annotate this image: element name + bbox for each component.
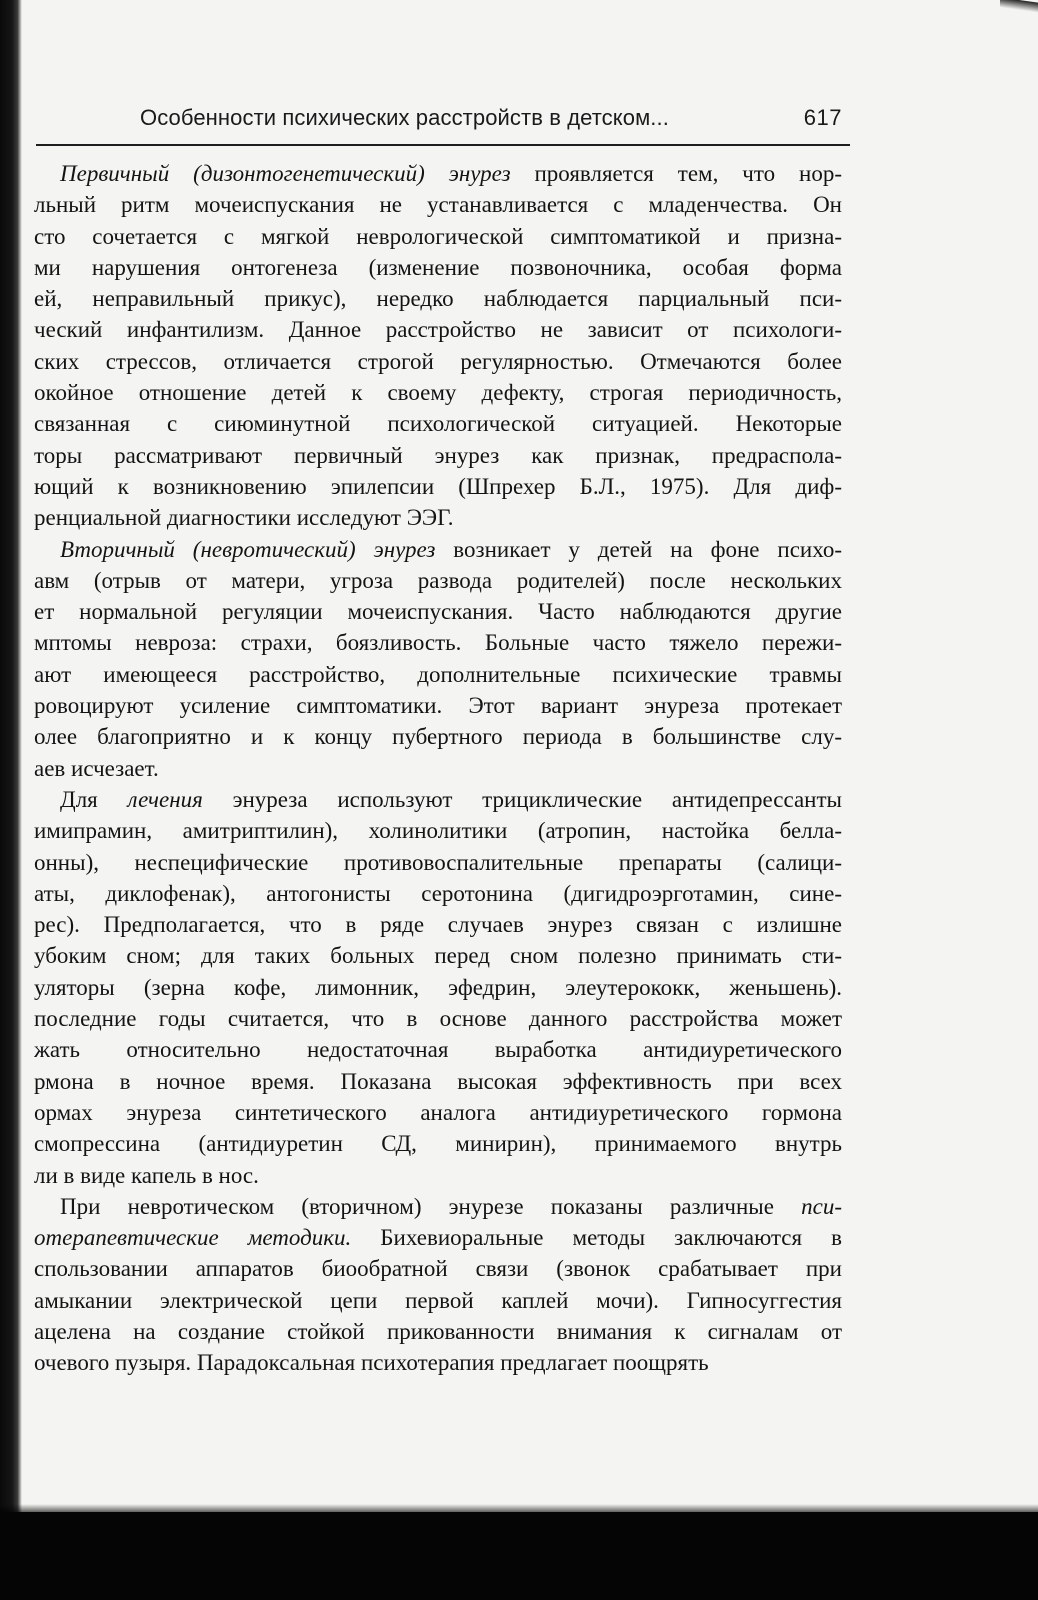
text-line [34, 377, 842, 408]
text-run: мптомы невроза: страхи, боязливость. Больные часто тяжело пережи- [34, 630, 842, 656]
scan-bottom-shadow [0, 1504, 1038, 1512]
italic-term: лечения [127, 786, 203, 812]
text-run: ацелена на создание стойкой прикованности внимания к сигналам от [34, 1318, 842, 1344]
text-line [34, 346, 842, 377]
text-line [34, 878, 842, 909]
scanned-spine-shadow [0, 0, 22, 1600]
text-line [34, 1253, 842, 1284]
text-run: онны), неспецифические противовоспалительные препараты (салици- [34, 849, 842, 875]
text-run: сто сочетается с мягкой неврологической симптоматикой и призна- [34, 223, 842, 249]
text-line [34, 1222, 842, 1253]
text-run: уляторы (зерна кофе, лимонник, эфедрин, элеутерококк, женьшень). [34, 974, 842, 1000]
text-run: торы рассматривают первичный энурез как признак, предраспола- [34, 442, 842, 468]
text-line [34, 627, 842, 658]
text-run: ают имеющееся расстройство, дополнительные психические травмы [34, 661, 842, 687]
text-line [34, 721, 842, 752]
text-line [34, 534, 842, 565]
header-rule [36, 144, 850, 146]
text-line [34, 502, 842, 533]
text-line [34, 1097, 842, 1128]
text-line [34, 408, 842, 439]
text-run: Для [60, 786, 128, 812]
text-line [34, 847, 842, 878]
text-line [34, 1160, 842, 1191]
scan-bottom-band [0, 1512, 1038, 1600]
text-line [34, 283, 842, 314]
italic-term: Вторичный (невротический) энурез [60, 536, 436, 562]
text-line [34, 972, 842, 1003]
italic-term: отерапевтические методики. [34, 1225, 352, 1251]
text-line [34, 221, 842, 252]
text-run: возникает у детей на фоне психо- [435, 536, 842, 562]
text-line [34, 1347, 842, 1378]
text-line [34, 940, 842, 971]
text-run: очевого пузыря. Парадоксальная психотерапия предлагает поощрять [34, 1350, 709, 1376]
text-line [34, 815, 842, 846]
text-run: спользовании аппаратов биообратной связи (звонок срабатывает при [34, 1256, 842, 1282]
text-run: ренциальной диагностики исследуют ЭЭГ. [34, 505, 454, 531]
text-run: амыкании электрической цепи первой каплей мочи). Гипносуггестия [34, 1287, 842, 1313]
text-run: связанная с сиюминутной психологической ситуацией. Некоторые [34, 411, 842, 437]
text-run: ет нормальной регуляции мочеиспускания. Часто наблюдаются другие [34, 599, 842, 625]
running-header-title: Особенности психических расстройств в детском... [140, 105, 669, 130]
text-line [34, 690, 842, 721]
text-line [34, 1191, 842, 1222]
text-run: рес). Предполагается, что в ряде случаев энурез связан с излишне [34, 912, 842, 938]
text-run: льный ритм мочеиспускания не устанавливается с младенчества. Он [34, 192, 842, 218]
text-line [34, 1066, 842, 1097]
text-run: авм (отрыв от матери, угроза развода родителей) после нескольких [34, 567, 842, 593]
text-run: окойное отношение детей к своему дефекту, строгая периодичность, [34, 380, 842, 406]
scan-corner-mark [1000, 0, 1038, 13]
body-text [34, 158, 842, 1379]
text-line [34, 252, 842, 283]
text-line [34, 909, 842, 940]
text-run: ей, неправильный прикус), нередко наблюдается парциальный пси- [34, 286, 842, 312]
text-line [34, 753, 842, 784]
text-run: аев исчезает. [34, 755, 159, 781]
text-line [34, 440, 842, 471]
text-line [34, 1003, 842, 1034]
text-run: смопрессина (антидиуретин СД, минирин), принимаемого внутрь [34, 1131, 842, 1157]
text-line [34, 784, 842, 815]
text-line [34, 1128, 842, 1159]
italic-term: пси- [801, 1193, 842, 1219]
page-number: 617 [803, 105, 842, 130]
text-run: последние годы считается, что в основе данного расстройства может [34, 1006, 842, 1032]
text-line [34, 596, 842, 627]
text-run: энуреза используют трициклические антидепрессанты [202, 786, 842, 812]
text-line [34, 189, 842, 220]
text-run: ли в виде капель в нос. [34, 1162, 259, 1188]
text-run: убоким сном; для таких больных перед сном полезно принимать сти- [34, 943, 842, 969]
text-line [34, 314, 842, 345]
italic-term: Первичный (дизонтогенетический) энурез [60, 161, 511, 186]
text-line [34, 659, 842, 690]
text-run: ющий к возникновению эпилепсии (Шпрехер Б.Л., 1975). Для диф- [34, 473, 842, 499]
text-run: ормах энуреза синтетического аналога антидиуретического гормона [34, 1099, 842, 1125]
text-line [34, 471, 842, 502]
text-line [34, 1316, 842, 1347]
text-line [34, 565, 842, 596]
text-run: При невротическом (вторичном) энурезе показаны различные [60, 1193, 802, 1219]
running-header [140, 105, 850, 131]
text-run: жать относительно недостаточная выработка антидиуретического [34, 1037, 842, 1063]
text-run: ческий инфантилизм. Данное расстройство не зависит от психологи- [34, 317, 842, 343]
text-line [34, 1285, 842, 1316]
text-run: рмона в ночное время. Показана высокая эффективность при всех [34, 1068, 842, 1094]
text-run: аты, диклофенак), антогонисты серотонина (дигидроэрготамин, сине- [34, 880, 842, 906]
text-run: ских стрессов, отличается строгой регулярностью. Отмечаются более [34, 348, 842, 374]
text-line [34, 158, 842, 189]
text-run: олее благоприятно и к концу пубертного периода в большинстве слу- [34, 724, 842, 750]
text-run: ми нарушения онтогенеза (изменение позвоночника, особая форма [34, 254, 842, 280]
text-line [34, 1034, 842, 1065]
text-run: Бихевиоральные методы заключаются в [351, 1225, 842, 1251]
text-run: имипрамин, амитриптилин), холинолитики (атропин, настойка белла- [34, 818, 842, 844]
text-run: проявляется тем, что нор- [510, 161, 842, 186]
text-run: ровоцируют усиление симптоматики. Этот вариант энуреза протекает [34, 693, 842, 719]
